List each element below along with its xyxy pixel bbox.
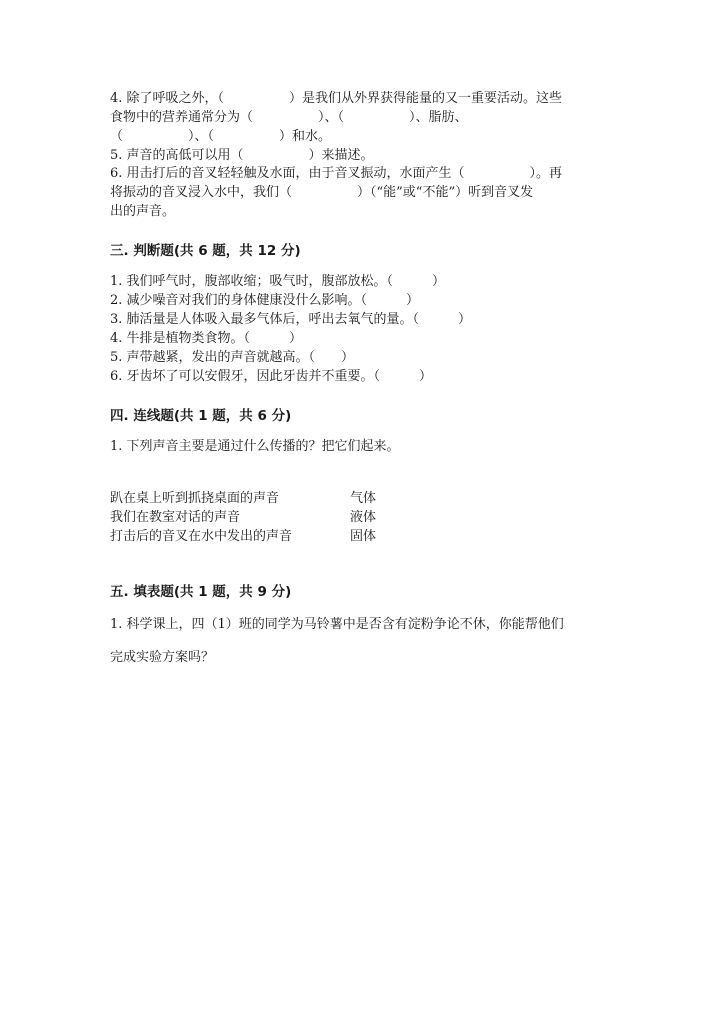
match-right-3: 固体 — [350, 529, 377, 544]
table-question-line1: 1. 科学课上，四（1）班的同学为马铃薯中是否含有淀粉争论不休，你能帮他们 — [110, 617, 564, 632]
table-question-line2: 完成实验方案吗？ — [110, 650, 215, 665]
match-heading: 四. 连线题(共 1 题，共 6 分) — [110, 408, 292, 424]
table-heading: 五. 填表题(共 1 题，共 9 分) — [110, 584, 292, 600]
judge-item-6: 6. 牙齿坏了可以安假牙，因此牙齿并不重要。（ ） — [110, 369, 433, 384]
fill-q6-line1: 6. 用击打后的音叉轻轻触及水面，由于音叉振动，水面产生（ ）。再 — [110, 166, 563, 181]
match-left-2: 我们在教室对话的声音 — [110, 510, 241, 525]
judge-item-5: 5. 声带越紧，发出的声音就越高。（ ） — [110, 350, 355, 365]
fill-q4-line2: 食物中的营养通常分为（ ）、（ ）、脂肪、 — [110, 110, 468, 125]
match-right-2: 液体 — [350, 510, 377, 525]
judge-item-1: 1. 我们呼气时，腹部收缩；吸气时，腹部放松。（ ） — [110, 274, 446, 289]
judge-item-2: 2. 减少噪音对我们的身体健康没什么影响。（ ） — [110, 293, 420, 308]
fill-q4-line1: 4. 除了呼吸之外，（ ）是我们从外界获得能量的又一重要活动。这些 — [110, 91, 563, 106]
match-right-1: 气体 — [350, 491, 377, 506]
match-question: 1. 下列声音主要是通过什么传播的？把它们起来。 — [110, 439, 400, 454]
judge-item-4: 4. 牛排是植物类食物。（ ） — [110, 331, 303, 346]
judge-heading: 三. 判断题(共 6 题，共 12 分) — [110, 243, 301, 259]
fill-q6-line2: 将振动的音叉浸入水中，我们（ ）（“能”或“不能”）听到音叉发 — [110, 185, 534, 200]
fill-q6-line3: 出的声音。 — [110, 204, 176, 219]
judge-item-3: 3. 肺活量是人体吸入最多气体后，呼出去氧气的量。（ ） — [110, 312, 472, 327]
fill-q5: 5. 声音的高低可以用（ ）来描述。 — [110, 148, 374, 163]
fill-q4-line3: （ ）、（ ）和水。 — [110, 129, 332, 144]
match-left-3: 打击后的音叉在水中发出的声音 — [110, 529, 293, 544]
match-left-1: 趴在桌上听到抓挠桌面的声音 — [110, 491, 280, 506]
